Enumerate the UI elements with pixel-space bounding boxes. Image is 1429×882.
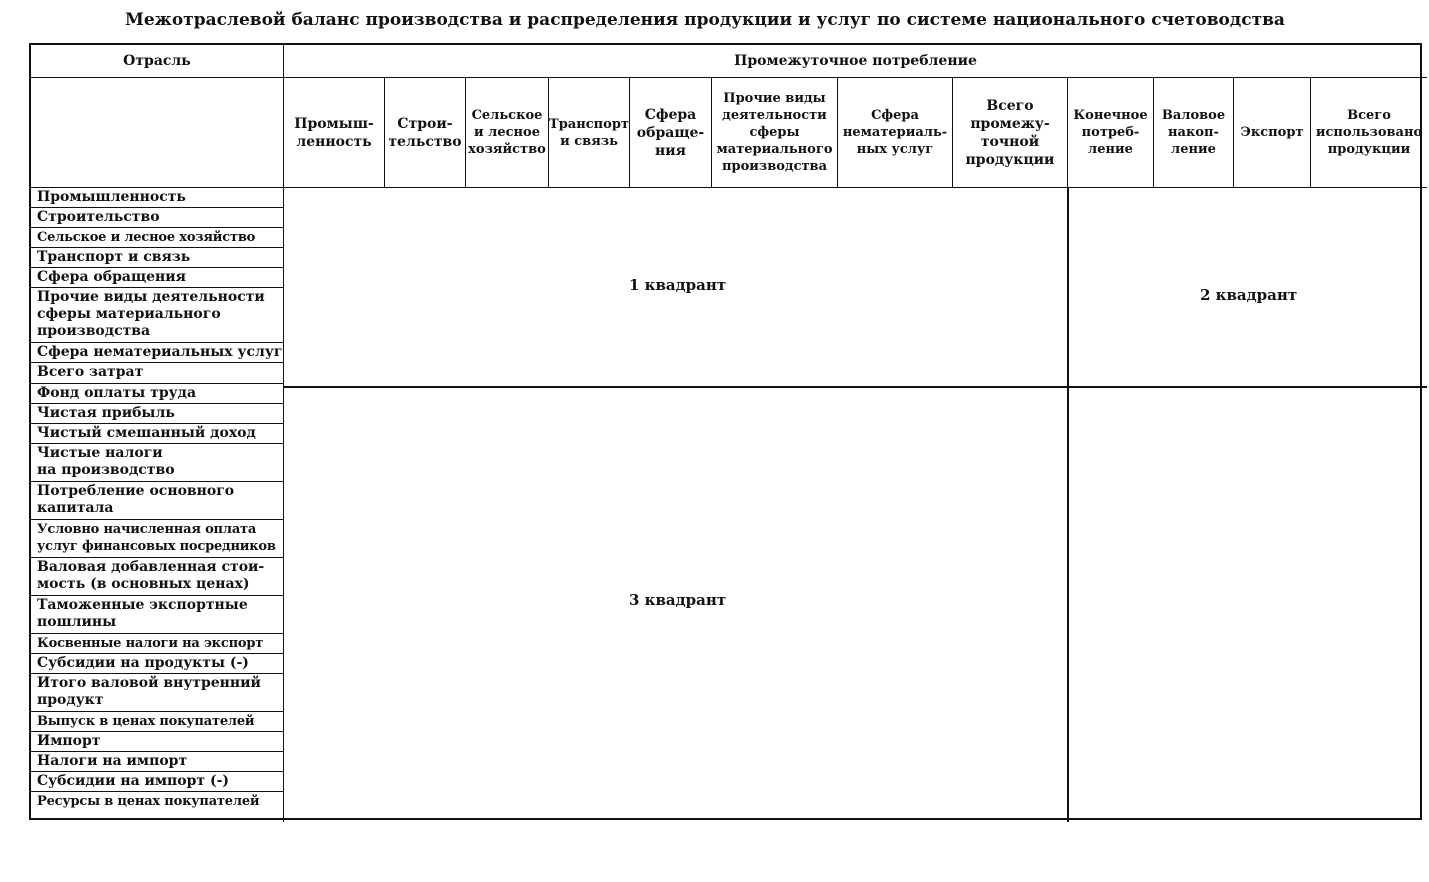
row-label: Импорт [31,732,283,752]
column-header: Транспорт и связь [549,78,630,188]
row-label: Транспорт и связь [31,248,283,268]
row-label: Промышленность [31,188,283,208]
column-header: Конечное потреб- ление [1068,78,1154,188]
row-label: Выпуск в ценах покупателей [31,712,283,732]
row-label: Потребление основного капитала [31,482,283,520]
column-header: Промыш- ленность [284,78,385,188]
row-label: Чистая прибыль [31,404,283,424]
row-label: Налоги на импорт [31,752,283,772]
row-label: Субсидии на импорт (-) [31,772,283,792]
row-label: Чистый смешанный доход [31,424,283,444]
column-header: Сельское и лесное хозяйство [466,78,549,188]
quadrant-divider-horizontal [284,386,1427,388]
row-label: Сфера нематериальных услуг [31,343,283,363]
row-label: Всего затрат [31,363,283,384]
column-header: Всего промежу- точной продукции [953,78,1068,188]
row-label: Ресурсы в ценах покупателей [37,794,260,809]
column-header: Валовое накоп- ление [1154,78,1234,188]
row-label: Условно начисленная оплата услуг финансовых посредников [31,520,283,558]
quadrant-1-label: 1 квадрант [629,276,727,294]
row-label: Сфера обращения [31,268,283,288]
column-header: Сфера нематериаль- ных услуг [838,78,953,188]
branch-header: Отрасль [31,45,284,78]
row-label: Косвенные налоги на экспорт [31,634,283,654]
column-header: Сфера обраще- ния [630,78,712,188]
column-header: Экспорт [1234,78,1311,188]
row-label: Прочие виды деятельности сферы материального производства [31,288,283,343]
empty-header-cell [31,78,284,188]
row-label: Итого валовой внутренний продукт [31,674,283,712]
column-header: Строи- тельство [385,78,466,188]
row-labels [31,188,284,822]
document-title: Межотраслевой баланс производства и распределения продукции и услуг по системе национального счетоводства [125,10,1285,30]
quadrant-2-label: 2 квадрант [1200,286,1298,304]
row-label: Субсидии на продукты (-) [31,654,283,674]
row-label: Фонд оплаты труда [31,384,283,404]
column-header: Всего использовано продукции [1311,78,1427,188]
row-label: Сельское и лесное хозяйство [31,228,283,248]
row-label: Строительство [31,208,283,228]
row-label: Таможенные экспортные пошлины [31,596,283,634]
column-header: Прочие виды деятельности сферы материального производства [712,78,838,188]
row-label: Чистые налоги на производство [31,444,283,482]
quadrants-area [284,188,1427,822]
quadrant-divider-vertical [1067,188,1069,822]
quadrant-3-label: 3 квадрант [629,591,727,609]
intermediate-consumption-header: Промежуточное потребление [284,45,1427,78]
balance-table [29,43,1422,820]
row-label: Валовая добавленная стои- мость (в основных ценах) [31,558,283,596]
